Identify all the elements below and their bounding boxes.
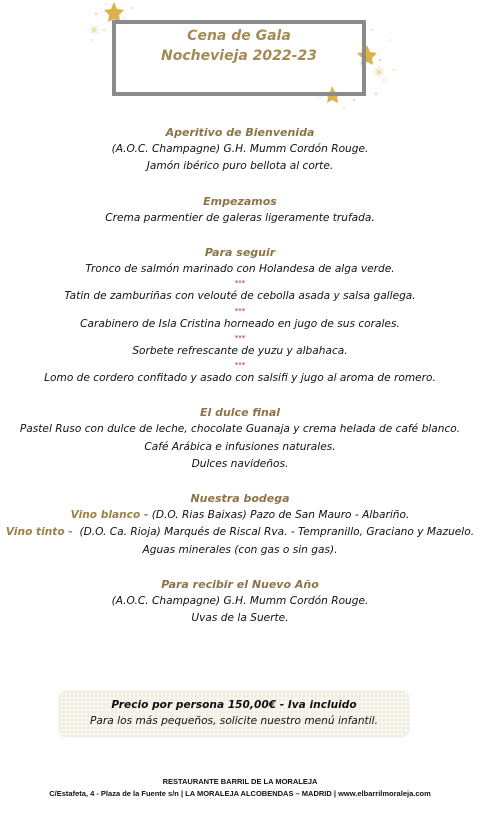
- menu-item: Carabinero de Isla Cristina horneado en jugo de sus corales.: [80, 317, 400, 330]
- menu-item: Dulces navideños.: [191, 457, 289, 470]
- separator: ***: [234, 279, 246, 288]
- snowflake-icon: [90, 26, 98, 34]
- section-heading: Para seguir: [204, 246, 276, 260]
- snowflake-icon: [374, 67, 384, 77]
- price-line: Precio por persona 150,00€ - Iva incluido: [111, 699, 357, 711]
- wine-text: (D.O. Rias Baixas) Pazo de San Mauro - Albariño.: [148, 509, 410, 522]
- section-heading: El dulce final: [199, 406, 281, 420]
- restaurant-address: C/Estafeta, 4 - Plaza de la Fuente s/n | LA MORALEJA ALCOBENDAS – MADRID | www.elbarrilmoraleja.com: [49, 789, 431, 798]
- section-para-seguir: [0, 244, 480, 387]
- menu-content: [0, 124, 480, 644]
- price-box: [58, 690, 410, 738]
- section-empezamos: [0, 193, 480, 227]
- wine-label: Vino tinto -: [5, 526, 73, 539]
- separator: ***: [234, 333, 246, 342]
- wine-item: [0, 507, 480, 524]
- section-aperitivo: [0, 124, 480, 176]
- section-heading: Aperitivo de Bienvenida: [165, 126, 315, 139]
- page-title: [112, 26, 366, 66]
- wine-label: Vino blanco -: [70, 509, 149, 522]
- section-dulce: [0, 404, 480, 473]
- menu-item: (A.O.C. Champagne) G.H. Mumm Cordón Rouge.: [111, 143, 369, 156]
- menu-item: Tronco de salmón marinado con Holandesa de alga verde.: [85, 263, 395, 276]
- menu-item: Pastel Ruso con dulce de leche, chocolate Guanaja y crema helada de café blanco.: [19, 423, 461, 436]
- wine-item: [0, 524, 480, 541]
- separator: ***: [234, 361, 246, 370]
- star-icon: [104, 2, 124, 22]
- section-bodega: [0, 490, 480, 559]
- section-heading: Empezamos: [203, 194, 277, 208]
- menu-item: Café Arábica e infusiones naturales.: [144, 440, 336, 453]
- menu-item: Tatin de zamburiñas con velouté de cebolla asada y salsa gallega.: [64, 290, 416, 303]
- restaurant-name: RESTAURANTE BARRIL DE LA MORALEJA: [162, 777, 318, 786]
- section-heading: Para recibir el Nuevo Año: [161, 577, 319, 591]
- menu-item: Crema parmentier de galeras ligeramente trufada.: [105, 211, 375, 224]
- section-heading: Nuestra bodega: [190, 492, 290, 506]
- menu-item: (A.O.C. Champagne) G.H. Mumm Cordón Rouge.: [111, 595, 369, 608]
- menu-item: Uvas de la Suerte.: [191, 612, 289, 625]
- menu-item: Aguas minerales (con gas o sin gas).: [142, 543, 338, 556]
- menu-item: Sorbete refrescante de yuzu y albahaca.: [132, 344, 348, 357]
- title-line-1: Cena de Gala: [187, 28, 291, 44]
- menu-item: Jamón ibérico puro bellota al corte.: [146, 160, 334, 173]
- menu-item: Lomo de cordero confitado y asado con salsifi y jugo al aroma de romero.: [44, 372, 436, 385]
- title-line-2: Nochevieja 2022-23: [161, 48, 317, 64]
- section-nuevo-ano: [0, 576, 480, 628]
- kids-menu-note: Para los más pequeños, solicite nuestro menú infantil.: [90, 715, 378, 727]
- separator: ***: [234, 306, 246, 315]
- wine-text: (D.O. Ca. Rioja) Marqués de Riscal Rva. - Tempranillo, Graciano y Mazuelo.: [72, 526, 475, 539]
- footer: [0, 776, 480, 800]
